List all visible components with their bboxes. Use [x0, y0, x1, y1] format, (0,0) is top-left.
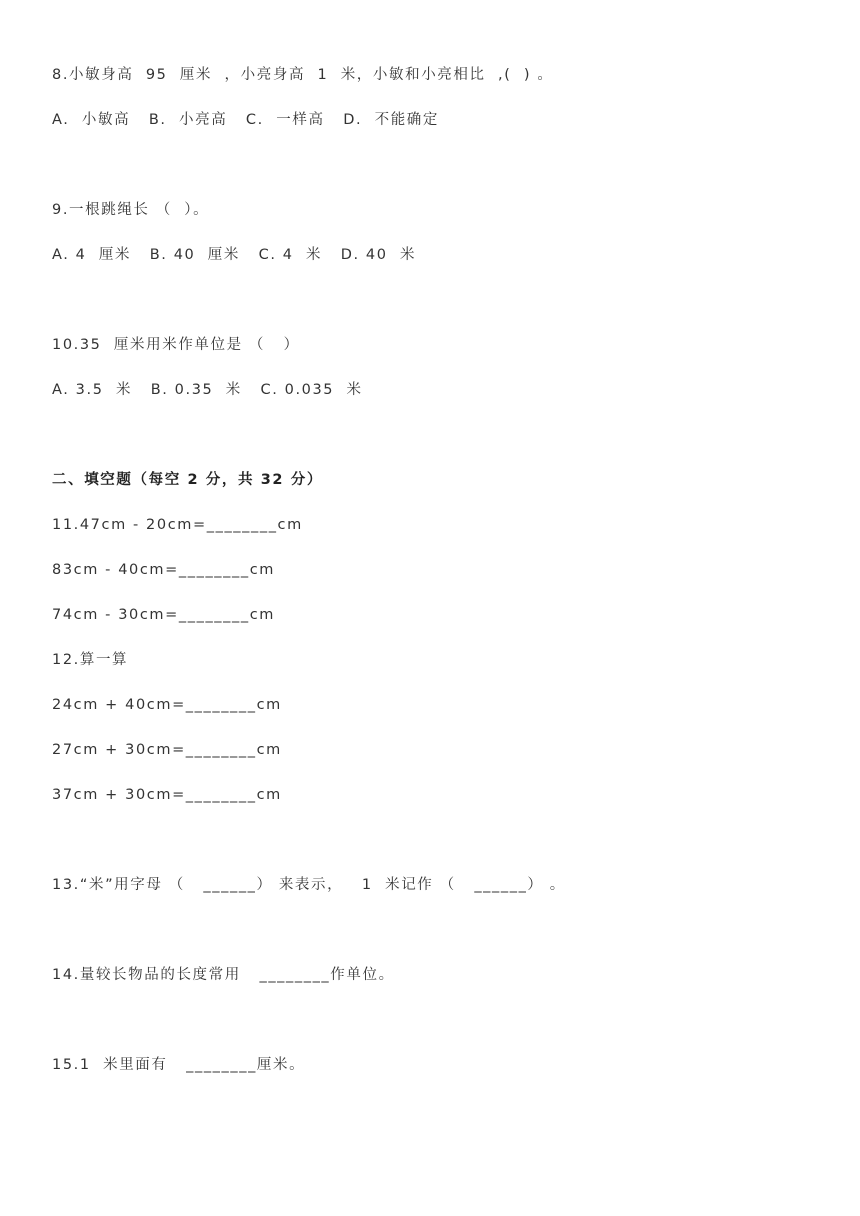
- question-13-text: 13.“米”用字母 （ ______） 来表示， 1 米记作 （ ______） 。: [52, 877, 566, 893]
- question-11-line-1: 11.47cm - 20cm=________cm: [52, 517, 303, 533]
- question-14-text: 14.量较长物品的长度常用 ________作单位。: [52, 967, 395, 983]
- question-12-line-1: 24cm + 40cm=________cm: [52, 697, 282, 713]
- question-10-stem: 10.35 厘米用米作单位是 （ ）: [52, 337, 300, 353]
- question-12-line-2: 27cm + 30cm=________cm: [52, 742, 282, 758]
- question-12-line-3: 37cm + 30cm=________cm: [52, 787, 282, 803]
- question-8-stem: 8.小敏身高 95 厘米 ，小亮身高 1 米，小敏和小亮相比 ,( ) 。: [52, 67, 554, 83]
- question-9-options: A. 4 厘米 B. 40 厘米 C. 4 米 D. 40 米: [52, 247, 417, 263]
- question-9-stem: 9.一根跳绳长 （ ）。: [52, 202, 210, 218]
- question-11-line-2: 83cm - 40cm=________cm: [52, 562, 275, 578]
- question-11-line-3: 74cm - 30cm=________cm: [52, 607, 275, 623]
- question-12-title: 12.算一算: [52, 652, 129, 668]
- question-10-options: A. 3.5 米 B. 0.35 米 C. 0.035 米: [52, 382, 363, 398]
- question-15-text: 15.1 米里面有 ________厘米。: [52, 1057, 306, 1073]
- question-8-options: A. 小敏高 B. 小亮高 C. 一样高 D. 不能确定: [52, 112, 439, 128]
- section-2-heading: 二、填空题（每空 2 分，共 32 分）: [52, 472, 323, 488]
